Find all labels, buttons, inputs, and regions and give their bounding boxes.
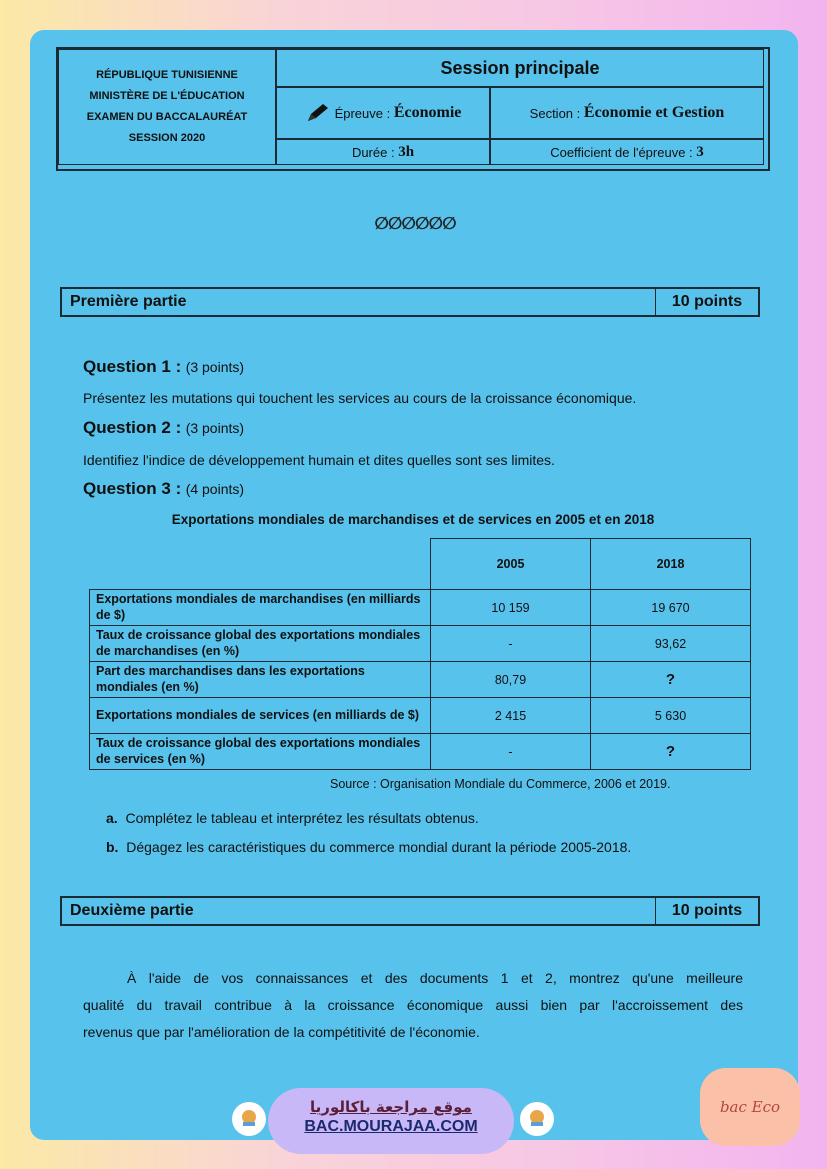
section-label: Section : [529, 105, 581, 121]
item-b-letter: b. [106, 839, 119, 855]
duree-value: 3h [398, 143, 415, 160]
country-line: RÉPUBLIQUE TUNISIENNE [96, 69, 238, 82]
row-label: Part des marchandises dans les exportations mondiales (en %) [90, 662, 431, 698]
part2-line-1: À l'aide de vos connaissances et des documents 1 et 2, montrez qu'une meilleure [127, 970, 743, 986]
coef-label: Coefficient de l'épreuve : [550, 144, 693, 160]
row-label: Exportations mondiales de marchandises (en milliards de $) [90, 590, 431, 626]
q3-label: Question 3 : [83, 479, 182, 498]
duree-cell [276, 139, 490, 165]
ministry-line: MINISTÈRE DE L'ÉDUCATION [89, 90, 245, 103]
session-year-line: SESSION 2020 [128, 131, 206, 144]
cell-2018: 5 630 [591, 698, 751, 734]
q2-label: Question 2 : [83, 418, 182, 437]
table-row [90, 698, 751, 734]
exam-line: EXAMEN DU BACCALAURÉAT [86, 111, 248, 123]
q2-title [83, 418, 244, 438]
table-row [90, 626, 751, 662]
epreuve-label: Épreuve : [334, 105, 391, 121]
part2-line-3: revenus que par l'amélioration de la compétitivité de l'économie. [83, 1024, 480, 1040]
site-banner[interactable] [268, 1088, 514, 1154]
cell-2018: 19 670 [591, 590, 751, 626]
part2-title: Deuxième partie [70, 902, 194, 919]
epreuve-value: Économie [393, 104, 462, 121]
q1-label: Question 1 : [83, 357, 182, 376]
cell-2005: - [431, 734, 591, 770]
site-logo-right-icon [520, 1102, 554, 1136]
section-value: Économie et Gestion [583, 104, 725, 121]
ornament: ∅∅∅∅∅∅ [374, 214, 456, 234]
part1-bar [60, 287, 760, 317]
table-row [90, 662, 751, 698]
q1-points: (3 points) [185, 359, 245, 375]
q2-points: (3 points) [185, 420, 245, 436]
site-url[interactable]: BAC.MOURAJAA.COM [304, 1118, 478, 1135]
part1-points: 10 points [655, 289, 758, 315]
cell-2005: - [431, 626, 591, 662]
cell-2018: ? [591, 734, 751, 770]
item-a [106, 810, 479, 826]
site-arabic-title: موقع مراجعة باكالوريا [310, 1098, 472, 1116]
col-2018: 2018 [591, 539, 751, 590]
item-a-letter: a. [106, 810, 118, 826]
q3-points: (4 points) [185, 481, 245, 497]
header-table [56, 47, 770, 171]
coef-value: 3 [696, 143, 704, 160]
cell-2018: ? [591, 662, 751, 698]
pencil-icon [305, 102, 331, 124]
coef-cell [490, 139, 764, 165]
table-title: Exportations mondiales de marchandises et de services en 2005 et en 2018 [171, 512, 655, 527]
section-cell [490, 87, 764, 139]
exports-table [89, 538, 751, 770]
part2-bar [60, 896, 760, 926]
bac-eco-badge: bac Eco [700, 1068, 800, 1146]
cell-2005: 10 159 [431, 590, 591, 626]
epreuve-cell [276, 87, 490, 139]
item-a-text: Complétez le tableau et interprétez les résultats obtenus. [125, 810, 479, 826]
q1-title [83, 357, 244, 377]
part2-line-2: qualité du travail contribue à la croissance économique aussi bien par l'accroissement des [83, 997, 743, 1013]
table-corner [90, 539, 431, 590]
row-label: Taux de croissance global des exportations mondiales de services (en %) [90, 734, 431, 770]
table-row [90, 590, 751, 626]
table-header-row [90, 539, 751, 590]
row-label: Taux de croissance global des exportations mondiales de marchandises (en %) [90, 626, 431, 662]
table-source: Source : Organisation Mondiale du Commerce, 2006 et 2019. [330, 777, 671, 791]
q3-title [83, 479, 244, 499]
cell-2005: 80,79 [431, 662, 591, 698]
q1-text: Présentez les mutations qui touchent les services au cours de la croissance économique. [83, 390, 637, 406]
cell-2005: 2 415 [431, 698, 591, 734]
part2-text [83, 965, 743, 1046]
table-row [90, 734, 751, 770]
col-2005: 2005 [431, 539, 591, 590]
duree-label: Durée : [351, 144, 395, 160]
session-title: Session principale [276, 49, 764, 87]
cell-2018: 93,62 [591, 626, 751, 662]
part1-title: Première partie [70, 293, 187, 310]
q2-text: Identifiez l'indice de développement humain et dites quelles sont ses limites. [83, 452, 555, 468]
ministry-block [58, 49, 276, 165]
item-b [106, 839, 631, 855]
row-label: Exportations mondiales de services (en milliards de $) [90, 698, 431, 734]
item-b-text: Dégagez les caractéristiques du commerce mondial durant la période 2005-2018. [126, 839, 632, 855]
part2-points: 10 points [655, 898, 758, 924]
site-logo-left-icon [232, 1102, 266, 1136]
